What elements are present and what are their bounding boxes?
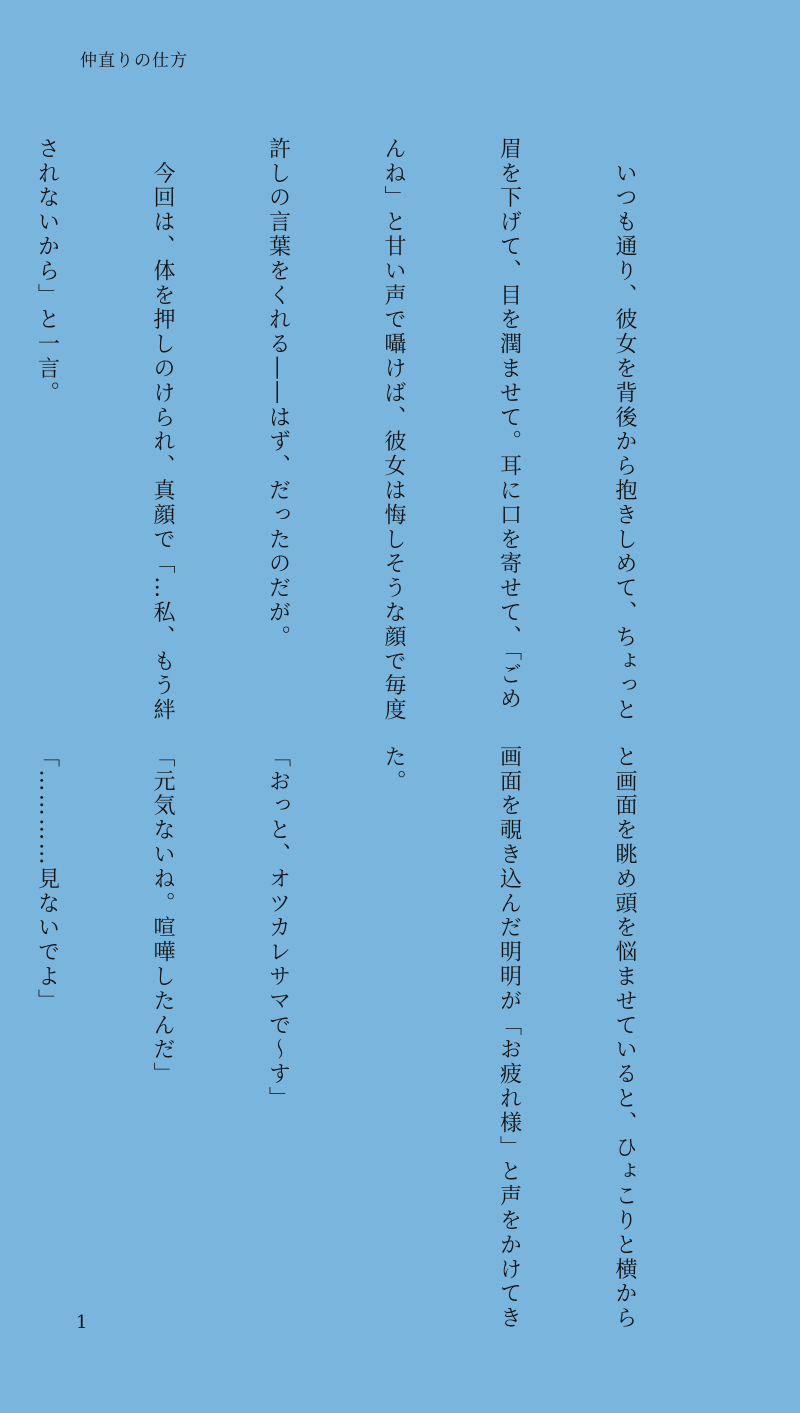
text-line: 「…………見ないでよ」 xyxy=(34,745,60,1014)
text-line: と画面を眺め頭を悩ませていると、ひょこりと横から xyxy=(612,745,637,1331)
text-line: 画面を覗き込んだ明明が「お疲れ様」と声をかけてき xyxy=(496,745,522,1331)
text-line: んね」と甘い声で囁けば、彼女は悔しそうな顔で毎度 xyxy=(381,137,406,723)
page-number: 1 xyxy=(76,1312,88,1333)
text-line: 「元気ないね。喧嘩したんだ」 xyxy=(150,745,175,1087)
text-block-bottom xyxy=(34,745,720,1331)
text-line: 許しの言葉をくれる――はず、だったのだが。 xyxy=(265,137,291,650)
page-title: 仲直りの仕方 xyxy=(80,51,188,71)
text-line: 今回は、体を押しのけられ、真顔で「…私、もう絆 xyxy=(150,137,175,723)
text-block-top xyxy=(34,137,720,723)
text-line: 「おっと、オツカレサマで〜す」 xyxy=(265,745,291,1111)
text-line: されないから」と一言。 xyxy=(34,137,60,406)
text-line: 眉を下げて、目を潤ませて。耳に口を寄せて、「ごめ xyxy=(496,137,522,712)
text-line: いつも通り、彼女を背後から抱きしめて、ちょっと xyxy=(612,137,637,723)
text-line: た。 xyxy=(381,745,406,794)
